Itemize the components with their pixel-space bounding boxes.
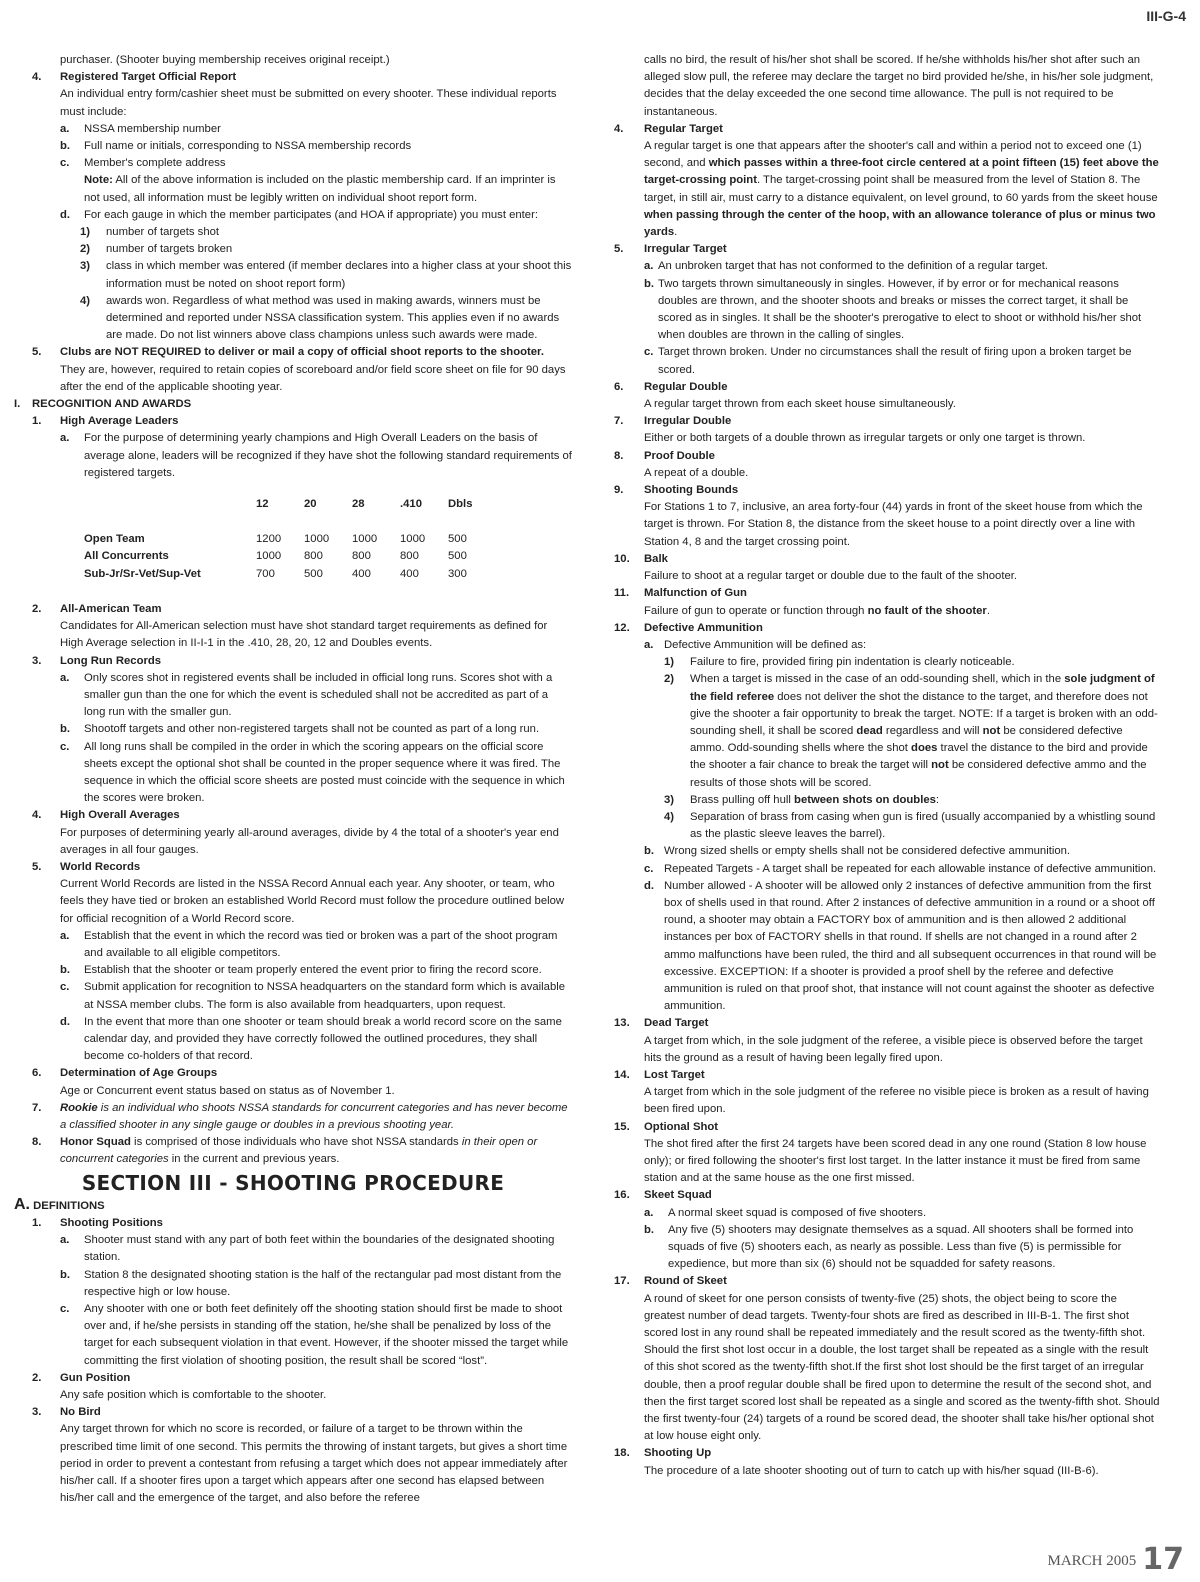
sub-item-text: Member's complete address bbox=[84, 157, 226, 170]
text-run: : bbox=[935, 793, 940, 806]
sub-item-letter: d. bbox=[60, 1015, 71, 1028]
sub-item-text: Establish that the event in which the record was tied or broken was a part of the shoot program and available to all eligible competitors. bbox=[84, 929, 558, 959]
table-cell: 800 bbox=[352, 550, 371, 563]
item-number: 8. bbox=[32, 1136, 42, 1149]
item-heading: Proof Double bbox=[644, 449, 715, 462]
table-cell: 1000 bbox=[400, 533, 426, 546]
item-heading: Round of Skeet bbox=[644, 1275, 727, 1288]
paragraph: Age or Concurrent event status based on status as of November 1. bbox=[60, 1084, 395, 1097]
right-column bbox=[614, 52, 1160, 1480]
definitions-heading bbox=[14, 1196, 572, 1215]
sub-item-text: Only scores shot in registered events shall be included in official long runs. Scores shot with a smaller gun than the one for which the event is scheduled shall not be accredited as part of a long run with the smaller gun. bbox=[84, 671, 553, 719]
section-letter: A. bbox=[14, 1195, 30, 1213]
text-emphasis: which passes within a three-foot circle centered at a point fifteen (15) feet above the target-crossing point bbox=[644, 157, 1159, 187]
sub-item-text: For each gauge in which the member participates (and HOA if appropriate) you must enter: bbox=[84, 208, 538, 221]
sub-sub-number: 1) bbox=[80, 226, 91, 239]
sub-item-letter: c. bbox=[60, 740, 70, 753]
sub-sub-text: Failure to fire, provided firing pin indentation is clearly noticeable. bbox=[690, 656, 1015, 669]
paragraph bbox=[614, 603, 1160, 620]
sub-item-letter: b. bbox=[60, 964, 71, 977]
note bbox=[14, 172, 572, 206]
sub-sub-number: 4) bbox=[664, 810, 675, 823]
text-run: . bbox=[674, 226, 678, 239]
sub-item-letter: a. bbox=[644, 638, 654, 651]
sub-sub-text: awards won. Regardless of what method was used in making awards, winners must be determined and reported under NSSA classification system. This applies even if no awards are made. Do not list winners above class champions unless such awards were made. bbox=[106, 294, 560, 342]
table-cell: 700 bbox=[256, 567, 275, 580]
item-number: 2. bbox=[32, 1371, 42, 1384]
row-label: All Concurrents bbox=[84, 550, 169, 563]
table-cell: 1000 bbox=[352, 533, 378, 546]
section-title: SECTION III - SHOOTING PROCEDURE bbox=[81, 1170, 505, 1195]
term-honor-squad: Honor Squad bbox=[60, 1136, 131, 1149]
sub-item-text: A normal skeet squad is composed of five shooters. bbox=[668, 1206, 927, 1219]
sub-item-text: Establish that the shooter or team properly entered the event prior to firing the record score. bbox=[84, 964, 542, 977]
definition-text: is comprised of those individuals who have shot NSSA standards bbox=[130, 1136, 462, 1149]
table-row bbox=[84, 566, 496, 583]
item-heading: Shooting Positions bbox=[60, 1217, 163, 1229]
sub-item-letter: b. bbox=[644, 845, 655, 858]
sub-item-text: Repeated Targets - A target shall be repeated for each allowable instance of defective ammunition. bbox=[664, 862, 1157, 875]
item-number: 16. bbox=[614, 1189, 630, 1202]
text-run: travel the distance to the bird and provide the shooter a fair chance to break the target will bbox=[690, 742, 1148, 772]
page-footer bbox=[1047, 1541, 1184, 1577]
page-number: 17 bbox=[1142, 1541, 1184, 1577]
text-run: Failure of gun to operate or function through bbox=[644, 604, 868, 617]
sub-item-letter: b. bbox=[60, 723, 71, 736]
sub-item-letter: c. bbox=[60, 1303, 70, 1316]
table-header-blank bbox=[84, 496, 256, 531]
sub-item-text: Station 8 the designated shooting station is the half of the rectangular pad most distant from the respective high or low house. bbox=[84, 1268, 562, 1298]
sub-sub-text bbox=[690, 671, 1160, 791]
paragraph: calls no bird, the result of his/her shot shall be scored. If he/she withholds his/her shot after such an alleged slow pull, the referee may declare the target no bird provided he/she, in his/her sole judgment, decides that the delay exceeded the one second time allowance. The pull is not required to be instantaneous. bbox=[644, 54, 1154, 118]
item-heading: Irregular Target bbox=[644, 243, 727, 256]
item-number: 17. bbox=[614, 1275, 630, 1288]
item-number: 18. bbox=[614, 1447, 630, 1460]
item-heading: Dead Target bbox=[644, 1017, 709, 1030]
item-number: 15. bbox=[614, 1120, 630, 1133]
text-emphasis: no fault of the shooter bbox=[867, 604, 987, 617]
item-heading: No Bird bbox=[60, 1406, 101, 1419]
definition-text: is an individual who shoots NSSA standards for concurrent categories and has never become a classified shooter in any single gauge or doubles in a previous shooting year. bbox=[60, 1101, 568, 1131]
paragraph: Candidates for All-American selection must have shot standard target requirements as defined for High Average selection in II-I-1 in the .410, 28, 20, 12 and Doubles events. bbox=[60, 620, 548, 650]
sub-item-text: Shootoff targets and other non-registered targets shall not be counted as part of a long run. bbox=[84, 723, 540, 736]
text-emphasis: not bbox=[982, 724, 1001, 737]
table-cell: 400 bbox=[352, 567, 371, 580]
paragraph: They are, however, required to retain copies of scoreboard and/or field score sheet on file for 90 days after the end of the applicable shooting year. bbox=[60, 363, 566, 393]
sub-item-letter: a. bbox=[644, 1206, 654, 1219]
item-text bbox=[60, 1134, 572, 1168]
term-rookie: Rookie bbox=[60, 1101, 98, 1114]
sub-item-letter: b. bbox=[60, 1268, 71, 1281]
item-number: 13. bbox=[614, 1017, 630, 1030]
item-number: 9. bbox=[614, 484, 624, 497]
table-cell: 300 bbox=[448, 567, 467, 580]
sub-sub-text: number of targets broken bbox=[106, 243, 233, 256]
item-number: 4. bbox=[32, 809, 42, 822]
item-number: 5. bbox=[614, 243, 624, 256]
text-emphasis: dead bbox=[856, 724, 883, 737]
item-number: 3. bbox=[32, 654, 42, 667]
sub-sub-text: Separation of brass from casing when gun is fired (usually accompanied by a whistling sound as the plastic sleeve leaves the barrel). bbox=[690, 810, 1156, 841]
text-emphasis: not bbox=[931, 759, 949, 772]
page-id: III-G-4 bbox=[1146, 8, 1186, 24]
row-label: Sub-Jr/Sr-Vet/Sup-Vet bbox=[84, 567, 201, 580]
sub-item-text: Defective Ammunition will be defined as: bbox=[664, 638, 867, 651]
sub-item-text: In the event that more than one shooter or team should break a world record score on the same calendar day, and provided they have correctly followed the outlined procedures, they shall become co-holders of that record. bbox=[84, 1015, 562, 1063]
item-heading: Shooting Bounds bbox=[644, 484, 739, 497]
text-run: Brass pulling off hull bbox=[690, 793, 795, 806]
table-row bbox=[84, 531, 496, 548]
footer-date: MARCH 2005 bbox=[1047, 1552, 1137, 1569]
section-heading: RECOGNITION AND AWARDS bbox=[32, 398, 192, 411]
item-number: 14. bbox=[614, 1068, 630, 1081]
sub-sub-number: 2) bbox=[664, 673, 675, 686]
sub-item-text: Two targets thrown simultaneously in singles. However, if by error or for mechanical reasons doubles are thrown, and the shooter shoots and breaks or misses the correct target, it shall be scored as in singles. It shall be the shooter's prerogative to elect to shoot or withhold his/her shot when doubles are thrown in the calling of singles. bbox=[658, 277, 1142, 342]
sub-sub-text: class in which member was entered (if member declares into a higher class at your shoot this information must be noted on shoot report form) bbox=[106, 260, 572, 290]
text-run: be considered defective ammo. Odd-sounding shells where the shot bbox=[690, 724, 1123, 755]
sub-item-letter: a. bbox=[60, 122, 70, 135]
sub-sub-number: 4) bbox=[80, 294, 91, 307]
paragraph: A target from which, in the sole judgment of the referee, a visible piece is observed before the target hits the ground as a result of having been legally fired upon. bbox=[644, 1034, 1143, 1064]
table-row bbox=[84, 548, 496, 565]
column-header: 12 bbox=[256, 498, 269, 511]
item-number: 2. bbox=[32, 602, 42, 615]
standards-table bbox=[84, 496, 496, 583]
paragraph: A target from which in the sole judgment of the referee no visible piece is broken as a result of having been fired upon. bbox=[644, 1086, 1149, 1116]
paragraph: A repeat of a double. bbox=[644, 466, 749, 479]
item-number: 6. bbox=[32, 1067, 42, 1080]
text-run: . The target-crossing point shall be measured from the level of Station 8. The target, in still air, must carry to a distance equivalent, on level ground, to 60 yards from the skeet house bbox=[644, 174, 1158, 204]
paragraph: Any target thrown for which no score is recorded, or failure of a target to be thrown within the prescribed time limit of one second. This permits the throwing of instant targets, but gives a short time period in order to prevent a contestant from refusing a target which does not appear immediately after his/her call. If a shooter fires upon a target which appears after one second has elapsed between his/her call and the emergence of the target, and also before the referee bbox=[60, 1423, 568, 1505]
sub-sub-text bbox=[690, 792, 1160, 809]
item-number: 3. bbox=[32, 1406, 42, 1419]
item-heading: Gun Position bbox=[60, 1371, 131, 1384]
section-letter: I. bbox=[14, 398, 21, 411]
text-run: . bbox=[986, 604, 990, 617]
sub-item-letter: a. bbox=[60, 929, 70, 942]
paragraph: A round of skeet for one person consists of twenty-five (25) shots, the object being to score the greatest number of dead targets. Twenty-four shots are fired as described in III-B-1. The first shot scored lost in any round shall be repeated immediately and the result scored as the twenty-fifth shot. Should the first shot lost occur in a double, the lost target shall be repeated as a single with the result of this shot scored as the twenty-fifth shot.If the first shot lost should be the first target of an irregular double, then a proof regular double shall be fired upon to determine the result of the second shot, and then the first target scored lost shall be repeated as a single and scored as the twenty-fifth shot. Should the first twenty-four (24) targets of a round be scored dead, the shooter shall take his/her optional shot at low house eight only. bbox=[644, 1292, 1160, 1443]
row-label: Open Team bbox=[84, 533, 145, 546]
note-label: Note: bbox=[84, 174, 113, 187]
item-number: 5. bbox=[32, 346, 42, 359]
column-header: .410 bbox=[400, 498, 422, 511]
note-text: All of the above information is included on the plastic membership card. If an imprinter is not used, all information must be legibly written on individual shoot report form. bbox=[84, 174, 556, 204]
sub-item-letter: a. bbox=[60, 432, 70, 445]
sub-item-letter: c. bbox=[60, 157, 70, 170]
item-number: 1. bbox=[32, 1217, 42, 1229]
item-number: 7. bbox=[32, 1101, 42, 1114]
item-heading: Balk bbox=[644, 552, 668, 565]
definition-italic: in their open or concurrent categories bbox=[60, 1136, 538, 1166]
text-emphasis: between shots on doubles bbox=[794, 793, 936, 806]
item-heading: Long Run Records bbox=[60, 654, 162, 667]
sub-item-letter: c. bbox=[644, 862, 654, 875]
item-number: 4. bbox=[32, 71, 42, 84]
item-heading: Lost Target bbox=[644, 1068, 705, 1081]
item-heading: High Overall Averages bbox=[60, 809, 180, 822]
item-number: 12. bbox=[614, 621, 630, 634]
sub-item-text: Any shooter with one or both feet definitely off the shooting station should first be made to shoot over and, if he/she persists in standing off the station, he/she shall be penalized by loss of the target for each subsequent violation in that event. However, if the shooter missed the target while committing the first violation of shooting position, the result shall be scored “lost”. bbox=[84, 1303, 569, 1367]
sub-sub-number: 1) bbox=[664, 656, 675, 669]
sub-item-text: All long runs shall be compiled in the order in which the scoring appears on the official score sheets except the optional shot shall be counted in the proper sequence where it was fired. The sequence in which the official score sheets are posted must coincide with the sequence in which the scores were broken. bbox=[84, 740, 565, 805]
paragraph bbox=[614, 138, 1160, 241]
item-number: 7. bbox=[614, 415, 624, 428]
sub-item-text: For the purpose of determining yearly champions and High Overall Leaders on the basis of average alone, leaders will be recognized if they have shot the following standard requirements of registered targets. bbox=[84, 432, 572, 479]
table-cell: 1000 bbox=[256, 550, 282, 563]
item-heading: Optional Shot bbox=[644, 1120, 719, 1133]
item-heading: Shooting Up bbox=[644, 1447, 712, 1460]
item-heading: World Records bbox=[60, 860, 141, 873]
item-heading: Irregular Double bbox=[644, 415, 732, 428]
item-number: 10. bbox=[614, 552, 630, 565]
sub-item-letter: c. bbox=[644, 346, 654, 359]
paragraph: An individual entry form/cashier sheet must be submitted on every shooter. These individual reports must include: bbox=[60, 88, 557, 118]
item-heading: Regular Target bbox=[644, 122, 723, 135]
sub-item-letter: b. bbox=[644, 277, 655, 290]
item-heading: All-American Team bbox=[60, 602, 162, 615]
definition-text: in the current and previous years. bbox=[168, 1153, 340, 1166]
table-cell: 1000 bbox=[304, 533, 330, 546]
item-number: 1. bbox=[32, 415, 42, 428]
item-heading: Skeet Squad bbox=[644, 1189, 712, 1202]
item-heading: Defective Ammunition bbox=[644, 621, 763, 634]
sub-item-letter: b. bbox=[644, 1223, 655, 1236]
table-cell: 800 bbox=[400, 550, 419, 563]
table-cell: 500 bbox=[448, 533, 467, 546]
sub-sub-number: 3) bbox=[664, 793, 675, 806]
sub-sub-number: 2) bbox=[80, 243, 91, 256]
text-run: A regular target is one that appears after the shooter's call and within a period not to exceed one (1) second, and bbox=[644, 140, 1142, 170]
sub-item-letter: a. bbox=[644, 260, 654, 273]
text-emphasis: does bbox=[911, 742, 938, 755]
column-header: Dbls bbox=[448, 498, 473, 511]
item-heading: Malfunction of Gun bbox=[644, 587, 747, 600]
table-cell: 800 bbox=[304, 550, 323, 563]
sub-item-text: Full name or initials, corresponding to NSSA membership records bbox=[84, 140, 412, 153]
sub-item-text: Wrong sized shells or empty shells shall not be considered defective ammunition. bbox=[664, 845, 1071, 858]
table-cell: 400 bbox=[400, 567, 419, 580]
sub-item-letter: c. bbox=[60, 981, 70, 994]
text-emphasis: sole judgment of the field referee bbox=[690, 673, 1155, 703]
sub-item-text: Number allowed - A shooter will be allowed only 2 instances of defective ammunition from the first box of shells used in that round. After 2 instances of defective ammunition in a round or a shoot off round, a shooter may obtain a FACTORY box of ammunition and is then allowed 2 additional instances per box of FACTORY shells in that round. If shells are not changed in a round after 2 ammo malfunctions have been ruled, the third and all subsequent occurrences in that round will be excessive. EXCEPTION: If a shooter is provided a proof shell by the referee and defective ammunition is ruled on that proof shot, that instance will not count against the shooter as defective ammunition. bbox=[664, 879, 1157, 1013]
paragraph: Current World Records are listed in the NSSA Record Annual each year. Any shooter, or team, who feels they have tied or broken an established World Record must follow the procedure outlined below for official recognition of a World Record score. bbox=[60, 878, 565, 925]
sub-item-text: An unbroken target that has not conformed to the definition of a regular target. bbox=[658, 260, 1048, 273]
sub-item-text: NSSA membership number bbox=[84, 122, 221, 135]
table-header-row bbox=[84, 496, 496, 531]
sub-item-letter: a. bbox=[60, 671, 70, 684]
table-cell: 1200 bbox=[256, 533, 282, 546]
sub-item-letter: a. bbox=[60, 1234, 70, 1247]
left-column bbox=[14, 52, 572, 1507]
item-number: 8. bbox=[614, 449, 624, 462]
item-heading: Clubs are NOT REQUIRED to deliver or mail a copy of official shoot reports to the shooter. bbox=[60, 346, 544, 359]
sub-item-text: Submit application for recognition to NSSA headquarters on the standard form which is available at NSSA member clubs. The form is also available from headquarters, upon request. bbox=[84, 981, 566, 1011]
paragraph: Any safe position which is comfortable to the shooter. bbox=[60, 1389, 327, 1402]
item-heading: Registered Target Official Report bbox=[60, 71, 237, 84]
item-text bbox=[60, 1100, 572, 1134]
text-run: be considered defective ammo and the results of those shots will be scored. bbox=[690, 759, 1147, 789]
table-cell: 500 bbox=[304, 567, 323, 580]
text-run: regardless and will bbox=[882, 724, 983, 737]
sub-item-text: Shooter must stand with any part of both feet within the boundaries of the designated shooting station. bbox=[84, 1234, 555, 1264]
paragraph: A regular target thrown from each skeet house simultaneously. bbox=[644, 398, 956, 411]
sub-item-letter: d. bbox=[644, 879, 655, 892]
text-run: When a target is missed in the case of an odd-sounding shell, which in the bbox=[690, 673, 1065, 686]
item-number: 5. bbox=[32, 860, 42, 873]
item-heading: High Average Leaders bbox=[60, 415, 179, 428]
paragraph: The procedure of a late shooter shooting out of turn to catch up with his/her squad (III-B-6). bbox=[644, 1464, 1099, 1477]
paragraph: Either or both targets of a double thrown as irregular targets or only one target is thrown. bbox=[644, 432, 1086, 445]
paragraph: The shot fired after the first 24 targets have been scored dead in any one round (Station 8 low house only); or fired following the shooter's first lost target. In the latter instance it must be fired from same station and at the same house as the one first missed. bbox=[644, 1137, 1147, 1185]
item-heading: Regular Double bbox=[644, 380, 728, 393]
paragraph: purchaser. (Shooter buying membership receives original receipt.) bbox=[60, 54, 390, 66]
sub-item-letter: b. bbox=[60, 140, 71, 153]
sub-item-letter: d. bbox=[60, 208, 71, 221]
column-header: 20 bbox=[304, 498, 317, 511]
sub-sub-text: number of targets shot bbox=[106, 226, 220, 239]
text-emphasis: when passing through the center of the hoop, with an allowance tolerance of plus or minus two yards bbox=[644, 208, 1156, 239]
column-header: 28 bbox=[352, 498, 365, 511]
paragraph: Failure to shoot at a regular target or double due to the fault of the shooter. bbox=[644, 570, 1018, 583]
item-number: 4. bbox=[614, 122, 624, 135]
section-heading: DEFINITIONS bbox=[30, 1199, 105, 1212]
item-heading: Determination of Age Groups bbox=[60, 1067, 218, 1080]
sub-item-text: Target thrown broken. Under no circumstances shall the result of firing upon a broken target be scored. bbox=[658, 346, 1132, 376]
sub-sub-number: 3) bbox=[80, 260, 91, 273]
sub-item-text: Any five (5) shooters may designate themselves as a squad. All shooters shall be formed into squads of five (5) shooters each, as nearly as possible. Less than five (5) is permissible for expedience, but more than six (6) should not be squadded for safety reasons. bbox=[668, 1223, 1134, 1271]
item-number: 6. bbox=[614, 380, 624, 393]
paragraph: For Stations 1 to 7, inclusive, an area forty-four (44) yards in front of the skeet house from which the target is thrown. For Station 8, the distance from the skeet house to a point directly over a line with Station 4, 8 and the target crossing point. bbox=[644, 501, 1143, 548]
text-run: does not deliver the shot the distance to the target, and therefore does not give the shooter a fair opportunity to break the target. NOTE: If a target is broken with an odd-sounding shell, it shall be scored bbox=[690, 690, 1158, 737]
table-cell: 500 bbox=[448, 550, 467, 563]
paragraph: For purposes of determining yearly all-around averages, divide by 4 the total of a shooter's year end averages in all four gauges. bbox=[60, 826, 559, 856]
item-number: 11. bbox=[614, 587, 630, 600]
